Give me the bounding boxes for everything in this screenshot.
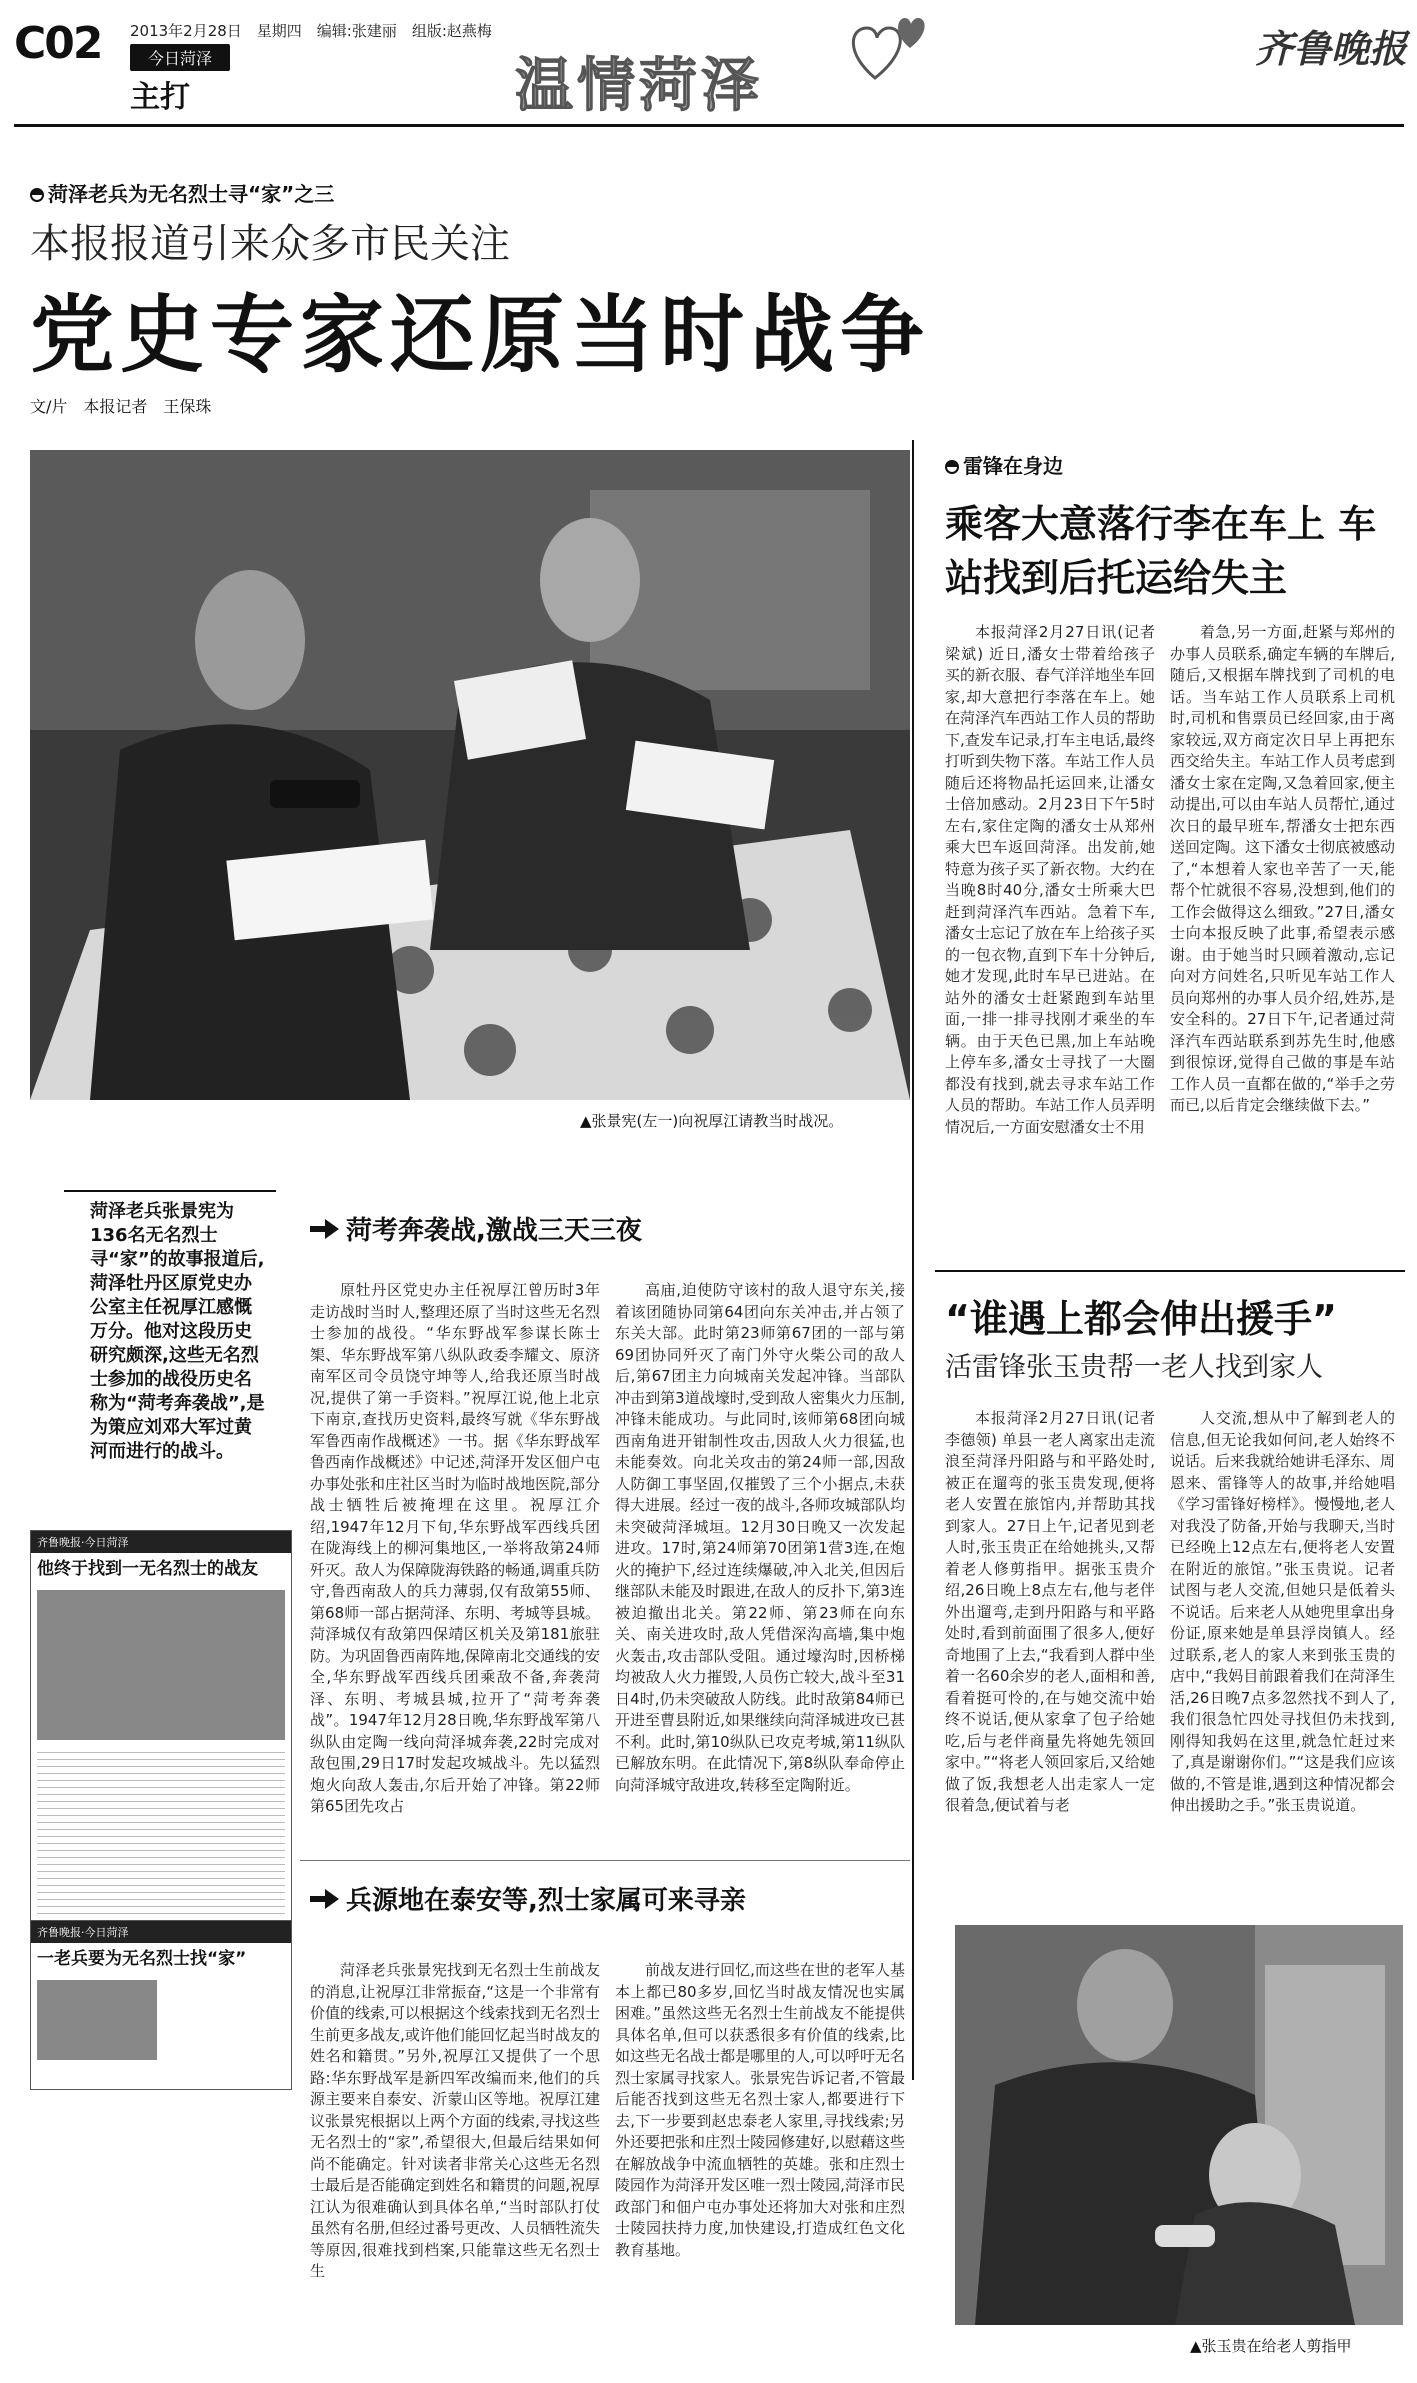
sidebar-kicker (945, 450, 1063, 479)
header-divider (14, 124, 1404, 127)
story-column (1170, 622, 1395, 1117)
photo-man-trimming-nails (955, 1925, 1403, 2325)
story-column (945, 1408, 1155, 1817)
page-number: C02 (14, 18, 102, 69)
page-logo: 温情菏泽 (515, 51, 764, 119)
newspaper-masthead: 齐鲁晚报 (1255, 26, 1408, 71)
article-paragraph: 菏泽老兵张景宪找到无名烈士生前战友的消息,让祝厚江非常振奋,“这是一个非常有价值的线索,可以根据这个线索找到无名烈士生前更多战友,或许他们能回忆起当时战友的姓名和籍贯。”另外,祝厚江又提供了一个思路:华东野战军是新四军改编而来,他们的兵源主要来自泰安、沂蒙山区等地。祝厚江建议张景宪根据以上两个方面的线索,寻找这些无名烈士的“家”,希望很大,但最后结果如何尚不能确定。针对读者非常关心这些无名烈士最后是否能确定到姓名和籍贯的问题,祝厚江认为很难确认到具体名单,“当时部队打仗虽然有名册,但经过番号更改、人员牺牲流失等原因,很难找到档案,只能靠这些无名烈士生 (310, 1961, 600, 2280)
story-column (945, 622, 1155, 1138)
article-paragraph: 高庙,迫使防守该村的敌人退守东关,接着该团随协同第64团向东关冲击,并占领了东关大部。此时第23师第67团的一部与第69团协同歼灭了南门外守火柴公司的敌人后,第67团主力向城南关发起冲锋。当部队冲击到第3道战壕时,受到敌人密集火力压制,冲锋未能成功。与此同时,该师第68团向城西南角进开钳制性攻击,因敌人火力很猛,也未能奏效。向北关攻击的第24师一部,因敌人防御工事坚固,仅摧毁了三个小据点,未获得大进展。经过一夜的战斗,各师攻城部队均未突破菏泽城垣。12月30日晚又一次发起进攻。17时,第24师第70团第1营3连,在炮火的掩护下,经过连续爆破,冲入北关,但因后继部队未能及时跟进,在敌人的反扑下,第3连被迫撤出北关。第22师、第23师在向东关、南关进攻时,敌人凭借深沟高墙,集中炮火轰击,攻击部队受阻。通过壕沟时,因桥梯均被敌人火力摧毁,人员伤亡较大,战斗至31日4时,仍未突破敌人防线。此时敌第84师已开进至曹县附近,如果继续向菏泽城进攻已甚不利。此时,第10纵队已攻克考城,第11纵队已解放东明。在此情况下,第8纵队奉命停止向菏泽城守敌进攻,转移至定陶附近。 (615, 1281, 905, 1794)
story-paragraph: 着急,另一方面,赶紧与郑州的办事人员联系,确定车辆的车牌后,随后,又根据车牌找到了司机的电话。当车站工作人员联系上司机时,司机和售票员已经回家,由于离家较远,双方商定次日早上再把东西交给失主。车站工作人员考虑到潘女士家在定陶,又急着回家,便主动提出,可以由车站人员帮忙,通过次日的最早班车,帮潘女士把东西送回定陶。这下潘女士彻底被感动了,“本想着人家也辛苦了一天,能帮个忙就很不容易,没想到,他们的工作会做得这么细致。”27日,潘女士向本报反映了此事,希望表示感谢。由于她当时只顾着激动,忘记向对方问姓名,只听见车站工作人员向郑州的办事人员介绍,姓苏,是安全科的。27日下午,记者通过菏泽汽车西站联系到苏先生时,他感到很惊讶,觉得自己做的事是车站工作人员一直都在做的,“举手之劳而已,以后肯定会继续做下去。” (1170, 623, 1396, 1114)
clipping-photo (37, 1590, 285, 1740)
clipping-photo (37, 1980, 157, 2060)
article-series-kicker (30, 178, 334, 207)
article-paragraph: 原牡丹区党史办主任祝厚江曾历时3年走访战时当时人,整理还原了当时这些无名烈士参加的战役。“华东野战军参谋长陈士榘、华东野战军第八纵队政委李耀文、原济南军区司令员饶守坤等人,给我还原当时战况,提供了第一手资料。”祝厚江说,他上北京下南京,查找历史资料,最终写就《华东野战军鲁西南作战概述》一书。据《华东野战军鲁西南作战概述》中记述,菏泽开发区佃户屯办事处张和庄社区当时为临时战地医院,部分战士牺牲后被掩埋在这里。祝厚江介绍,1947年12月下旬,华东野战军西线兵团在陇海线上的柳河集地区,一举将敌第24师歼灭。敌人为保障陇海铁路的畅通,调重兵防守,鲁西南敌人的兵力薄弱,仅有敌第55师、第68师一部占据菏泽、东明、考城等县城。菏泽城仅有敌第四保靖区机关及第181旅驻防。为巩固鲁西南阵地,保障南北交通线的安全,华东野战军西线兵团乘敌不备,奔袭菏泽、东明、考城县城,拉开了“菏考奔袭战”。1947年12月28日晚,华东野战军第八纵队由定陶一线向菏泽城奔袭,22时完成对敌包围,29日17时发起攻城战斗。先以猛烈炮火向敌人轰击,尔后开始了冲锋。第22师第65团先攻占 (310, 1281, 600, 1815)
story-subtitle: 活雷锋张玉贵帮一老人找到家人 (945, 1352, 1323, 1383)
date-editor-line: 2013年2月28日 星期四 编辑:张建丽 组版:赵燕梅 (130, 22, 492, 40)
kicker-text: 雷锋在身边 (963, 454, 1063, 478)
section-label: 主打 (130, 80, 190, 115)
article-column (310, 1280, 600, 1818)
story-headline: 乘客大意落行李在车上 车站找到后托运给失主 (945, 502, 1377, 600)
clipping-header: 齐鲁晚报·今日菏泽 (31, 1531, 291, 1553)
previous-report-clipping (30, 1530, 292, 1950)
clipping-header: 齐鲁晚报·今日菏泽 (31, 1921, 291, 1943)
article-intro: 菏泽老兵张景宪为136名无名烈士寻“家”的故事报道后,菏泽牡丹区原党史办公室主任祝厚江感慨万分。他对这段历史研究颇深,这些无名烈士参加的战役历史名称为“菏考奔袭战”,是为策应刘邓大军过黄河而进行的战斗。 (90, 1201, 265, 1462)
main-photo (30, 450, 910, 1100)
article-column (615, 1280, 905, 1796)
article-byline: 文/片 本报记者 王保珠 (30, 397, 212, 416)
clipping-title: 他终于找到一无名烈士的战友 (37, 1559, 258, 1579)
clipping-text-lines (37, 1746, 285, 1926)
story-headline: “谁遇上都会伸出援手” (945, 1297, 1337, 1341)
kicker-bullet-icon (945, 460, 959, 474)
article-paragraph: 前战友进行回忆,而这些在世的老军人基本上都已80多岁,回忆当时战友情况也实属困难。”虽然这些无名烈士生前战友不能提供具体名单,但可以获悉很多有价值的线索,比如这些无名战士都是哪里的人,可以呼吁无名烈士家属寻找家人。张景宪告诉记者,不管最后能否找到这些无名烈士家人,都要进行下去,下一步要到赵忠泰老人家里,寻找线索;另外还要把张和庄烈士陵园修建好,以慰藉这些在解放战争中流血牺牲的英雄。张和庄烈士陵园作为菏泽开发区唯一烈士陵园,菏泽市民政部门和佃户屯办事处还将加大对张和庄烈士陵园扶持力度,加快建设,打造成红色文化教育基地。 (615, 1961, 905, 2259)
article-column (615, 1960, 905, 2261)
story-photo (955, 1925, 1403, 2325)
previous-report-clipping (30, 1920, 292, 2090)
subsection-heading (310, 1880, 746, 1917)
story-paragraph: 人交流,想从中了解到老人的信息,但无论我如何问,老人始终不说话。后来我就给她讲毛泽东、周恩来、雷锋等人的故事,并给她唱《学习雷锋好榜样》。慢慢地,老人对我没了防备,开始与我聊天,当时已经晚上12点左右,便将老人安置在附近的旅馆。”张玉贵说。记者试图与老人交流,但她只是低着头不说话。后来老人从她兜里拿出身份证,原来她是单县浮岗镇人。经过联系,老人的家人来到张玉贵的店中,“我妈目前跟着我们在菏泽生活,26日晚7点多忽然找不到人了,我们很急忙四处寻找但仍未找到,刚得知我妈在这里,就急忙赶过来了,真是谢谢你们。”“这是我们应该做的,不管是谁,遇到这种情况都会伸出援助之手。”张玉贵说道。 (1170, 1409, 1396, 1814)
arrow-right-icon (310, 1219, 340, 1239)
kicker-bullet-icon (30, 188, 44, 202)
story-divider (935, 1270, 1405, 1272)
hearts-icon (845, 8, 935, 88)
arrow-right-icon (310, 1889, 340, 1909)
article-subtitle: 本报报道引来众多市民关注 (30, 221, 510, 267)
section-divider (300, 1860, 910, 1861)
section-tag: 今日菏泽 (130, 44, 230, 71)
kicker-text: 菏泽老兵为无名烈士寻“家”之三 (48, 182, 335, 206)
subsection-heading (310, 1210, 642, 1247)
story-paragraph: 本报菏泽2月27日讯(记者 梁斌) 近日,潘女士带着给孩子买的新衣服、春气洋洋地坐车回家,却大意把行李落在车上。她在菏泽汽车西站工作人员的帮助下,查发车记录,打车主电话,最终打听到失物下落。车站工作人员随后还将物品托运回来,让潘女士倍加感动。2月23日下午5时左右,家住定陶的潘女士从郑州乘大巴车返回菏泽。出发前,她特意为孩子买了新衣物。大约在当晚8时40分,潘女士所乘大巴赶到菏泽汽车西站。急着下车,潘女士忘记了放在车上给孩子买的一包衣物,直到下车十分钟后,她才发现,此时车早已进站。在站外的潘女士赶紧跑到车站里面,一排一排寻找刚才乘坐的车辆。由于天色已黑,加上车站晚上停车多,潘女士寻找了一大圈都没有找到,就去寻求车站工作人员的帮助。车站工作人员弄明情况后,一方面安慰潘女士不用 (945, 623, 1156, 1136)
photo-two-men-reading (30, 450, 910, 1100)
story-paragraph: 本报菏泽2月27日讯(记者 李德领) 单县一老人离家出走流浪至菏泽丹阳路与和平路处时,被正在遛弯的张玉贵发现,便将老人安置在旅馆内,并帮助其找到家人。27日上午,记者见到老人时,张玉贵正在给她挑头,又帮着老人修剪指甲。据张玉贵介绍,26日晚上8点左右,他与老伴外出遛弯,走到丹阳路与和平路处时,看到前面围了很多人,便好奇地围了上去,“我看到人群中坐着一名60余岁的老人,面相和善,看着挺可怜的,在与她交流中始终不说话,便从家拿了包子给她吃,后与老伴商量先将她先领回家中。”“将老人领回家后,又给她做了饭,我想老人出走家人一定很着急,便试着与老 (945, 1409, 1155, 1814)
subsection-heading-text: 菏考奔袭战,激战三天三夜 (346, 1216, 642, 1246)
subsection-heading-text: 兵源地在泰安等,烈士家属可来寻亲 (346, 1886, 746, 1916)
main-photo-caption: ▲张景宪(左一)向祝厚江请教当时战况。 (580, 1112, 844, 1130)
clipping-title: 一老兵要为无名烈士找“家” (37, 1949, 247, 1969)
column-divider (912, 440, 914, 2080)
article-column (310, 1960, 600, 2283)
story-column (1170, 1408, 1395, 1817)
story-photo-caption: ▲张玉贵在给老人剪指甲 (1190, 2337, 1352, 2355)
article-headline: 党史专家还原当时战争 (30, 286, 931, 384)
